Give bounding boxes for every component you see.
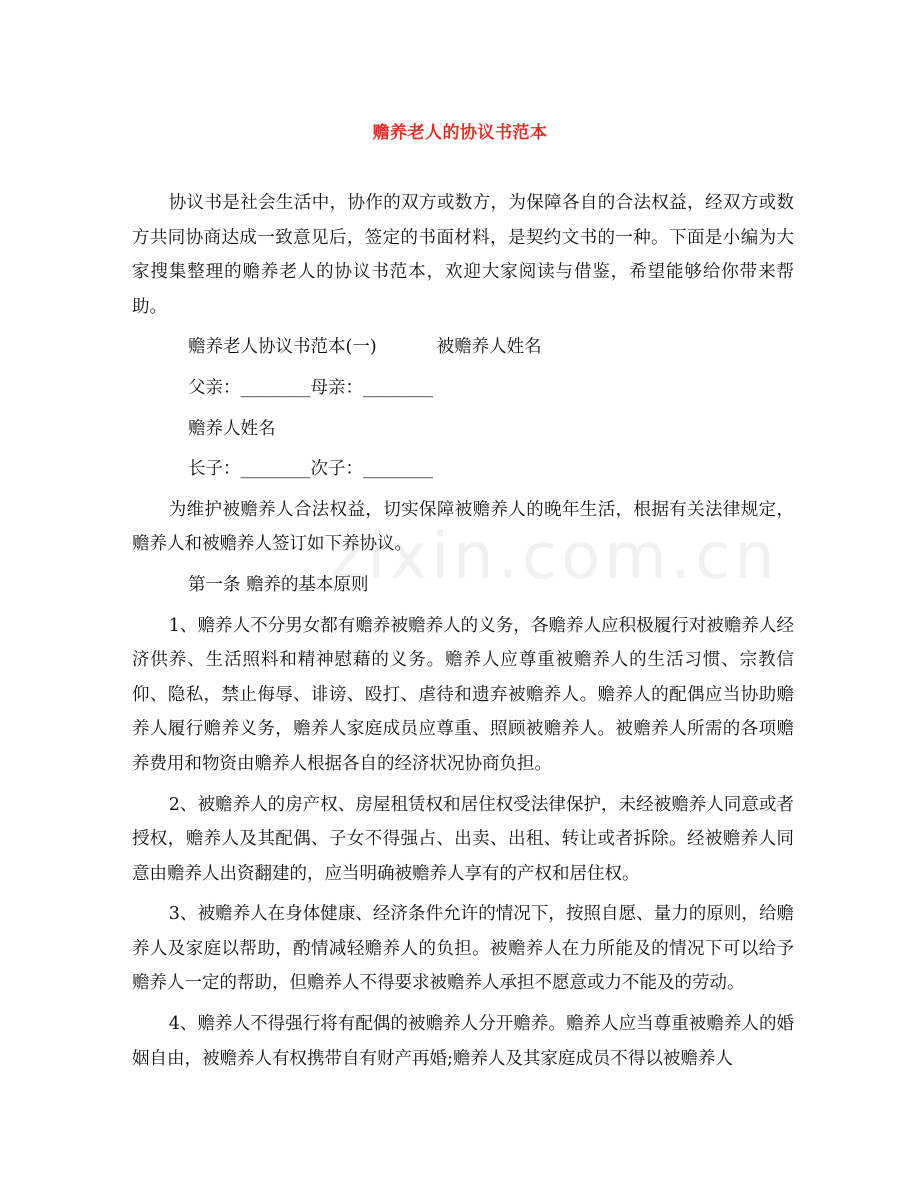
supported-name-label: 被赡养人姓名 (436, 337, 542, 358)
clause-paragraph: 3、被赡养人在身体健康、经济条件允许的情况下，按照自愿、量力的原则，给赡养人及家庭以帮助，酌情减轻赡养人的负担。被赡养人在力所能及的情况下可以给予赡养人一定的帮助，但赡养人不得要求被赡养人承担不愿意或力不能及的劳动。 (132, 904, 794, 994)
sample-heading: 赡养老人协议书范本(一) (188, 337, 377, 358)
document-body (132, 186, 794, 1076)
supporter-name-label: 赡养人姓名 (188, 418, 276, 439)
sample-heading-line (132, 330, 794, 365)
purpose-paragraph: 为维护被赡养人合法权益，切实保障被赡养人的晚年生活，根据有关法律规定，赡养人和被赡养人签订如下养协议。 (132, 499, 794, 555)
clause-paragraph: 2、被赡养人的房产权、房屋租赁权和居住权受法律保护，未经被赡养人同意或者授权，赡养人及其配偶、子女不得强占、出卖、出租、转让或者拆除。经被赡养人同意由赡养人出资翻建的，应当明确被赡养人享有的产权和居住权。 (132, 794, 794, 884)
article-1-heading: 第一条 赡养的基本原则 (188, 574, 369, 595)
watermark: zixin.com.cn (330, 520, 779, 594)
parents-line: 父亲：________母亲：________ (188, 377, 433, 398)
intro-paragraph: 协议书是社会生活中，协作的双方或数方，为保障各自的合法权益，经双方或数方共同协商达成一致意见后，签定的书面材料，是契约文书的一种。下面是小编为大家搜集整理的赡养老人的协议书范本，欢迎大家阅读与借鉴，希望能够给你带来帮助。 (132, 193, 794, 317)
clause-paragraph: 4、赡养人不得强行将有配偶的被赡养人分开赡养。赡养人应当尊重被赡养人的婚姻自由，被赡养人有权携带自有财产再婚;赡养人及其家庭成员不得以被赡养人 (132, 1014, 794, 1069)
children-line: 长子：________次子：________ (188, 459, 433, 480)
document-title: 赡养老人的协议书范本 (372, 123, 548, 143)
clause-paragraph: 1、赡养人不分男女都有赡养被赡养人的义务，各赡养人应积极履行对被赡养人经济供养、生活照料和精神慰藉的义务。赡养人应尊重被赡养人的生活习惯、宗教信仰、隐私，禁止侮辱、诽谤、殴打、虐待和遗弃被赡养人。赡养人的配偶应当协助赡养人履行赡养义务，赡养人家庭成员应尊重、照顾被赡养人。被赡养人所需的各项赡养费用和物资由赡养人根据各自的经济状况协商负担。 (132, 615, 794, 774)
